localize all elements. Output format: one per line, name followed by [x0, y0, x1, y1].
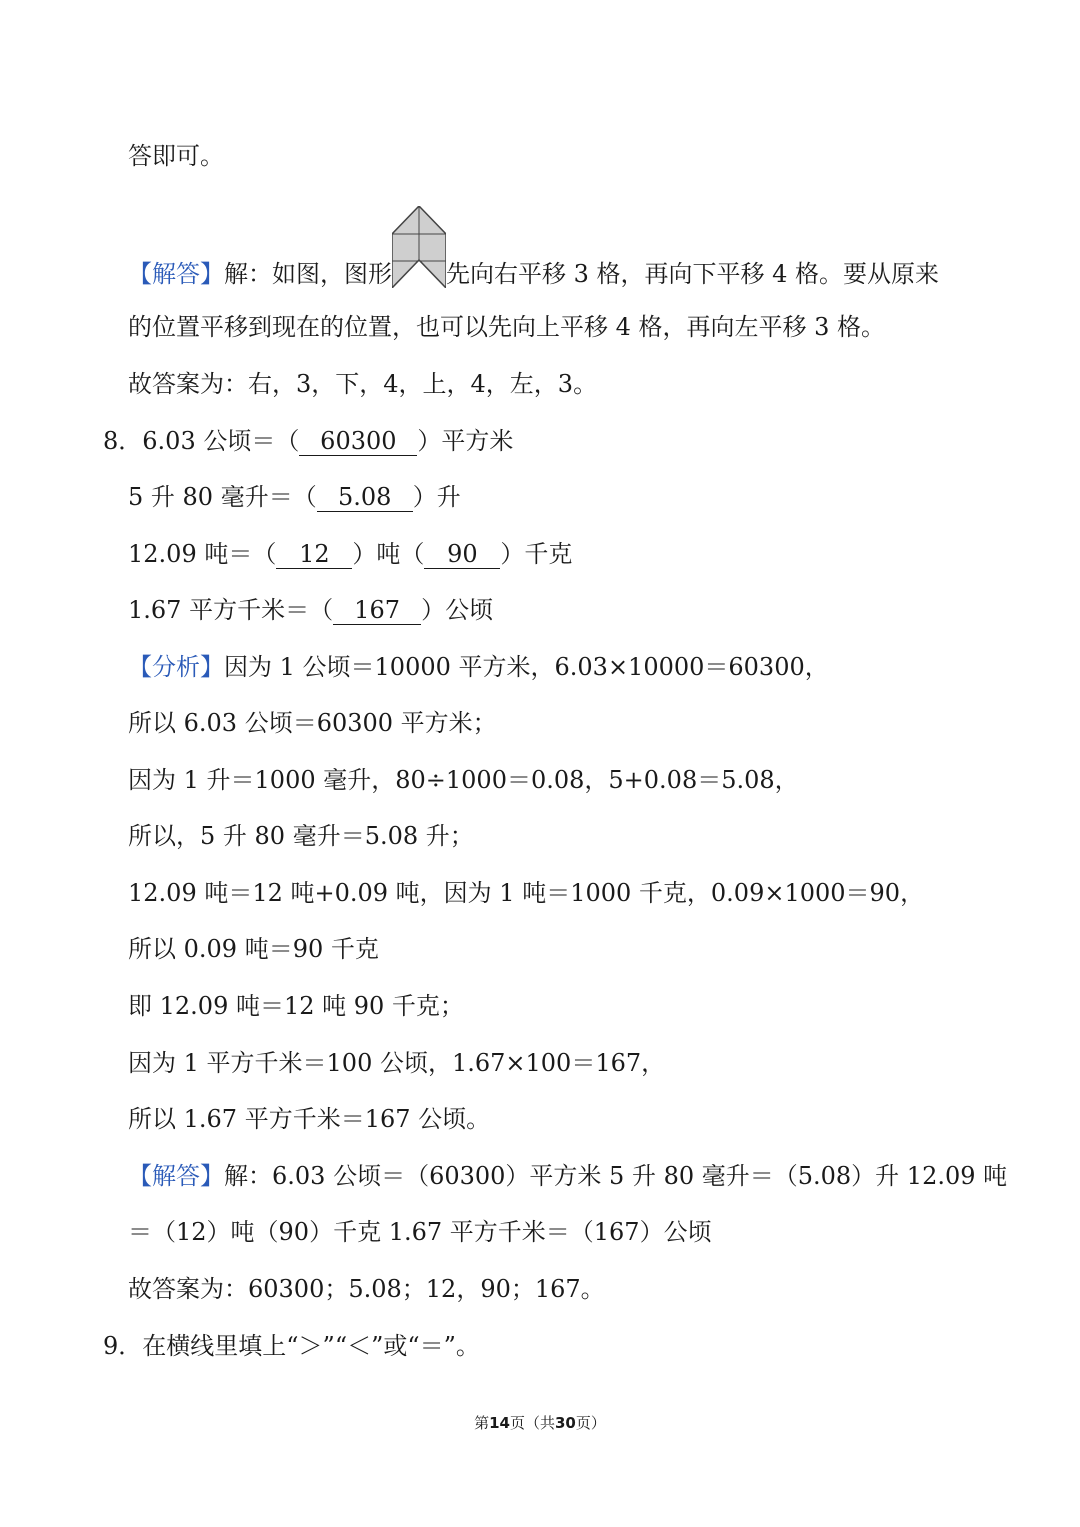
answer-blank: 167: [333, 596, 421, 625]
answer-tag: 【解答】: [128, 1162, 224, 1190]
analysis-tag: 【分析】: [128, 653, 224, 681]
answer-line-2: ＝（12）吨（90）千克 1.67 平方千米＝（167）公顷: [128, 1218, 712, 1246]
question-8-line-1: 8．6.03 公顷＝（ 60300 ）平方米: [103, 427, 514, 455]
answer-tag: 【解答】: [128, 260, 224, 288]
previous-answer-line-2: 的位置平移到现在的位置，也可以先向上平移 4 格，再向左平移 3 格。: [128, 313, 886, 341]
analysis-line: 所以 6.03 公顷＝60300 平方米；: [128, 709, 497, 737]
page-number: 14: [489, 1414, 510, 1432]
page-footer: 第14页（共30页）: [474, 1414, 606, 1432]
answer-blank: 90: [424, 540, 500, 569]
analysis-line: 所以 0.09 吨＝90 千克: [128, 935, 379, 963]
question-8-line-4: 1.67 平方千米＝（ 167 ）公顷: [128, 596, 494, 624]
answer-blank: 60300: [299, 427, 417, 456]
answer-line: 【解答】解：6.03 公顷＝（60300）平方米 5 升 80 毫升＝（5.08）升 12.09 吨: [128, 1162, 1008, 1190]
answer-blank: 5.08: [317, 483, 413, 512]
answer-blank: 12: [276, 540, 352, 569]
analysis-line: 12.09 吨＝12 吨+0.09 吨，因为 1 吨＝1000 千克，0.09×1000＝90，: [128, 879, 925, 907]
previous-answer-line: 【解答】解：如图，图形 先向右平移 3 格，再向下平移 4 格。要从原来: [128, 254, 939, 291]
question-8-line-3: 12.09 吨＝（ 12 ）吨（ 90 ）千克: [128, 540, 573, 568]
question-9: 9．在横线里填上“＞”“＜”或“＝”。: [103, 1332, 480, 1360]
arrow-shape-figure: [392, 254, 446, 288]
conclusion-line: 故答案为：60300；5.08；12，90；167。: [128, 1275, 605, 1303]
analysis-line: 因为 1 升＝1000 毫升，80÷1000＝0.08，5+0.08＝5.08，: [128, 766, 799, 794]
previous-answer-tail: 答即可。: [128, 142, 224, 170]
analysis-line: 因为 1 平方千米＝100 公顷，1.67×100＝167，: [128, 1049, 666, 1077]
analysis-line: 即 12.09 吨＝12 吨 90 千克；: [128, 992, 464, 1020]
analysis-line: 所以，5 升 80 毫升＝5.08 升；: [128, 822, 474, 850]
analysis-line: 所以 1.67 平方千米＝167 公顷。: [128, 1105, 491, 1133]
question-8-line-2: 5 升 80 毫升＝（ 5.08 ）升: [128, 483, 461, 511]
previous-conclusion: 故答案为：右，3，下，4，上，4，左，3。: [128, 370, 598, 398]
analysis-line: 【分析】因为 1 公顷＝10000 平方米，6.03×10000＝60300，: [128, 653, 829, 681]
page-total: 30: [555, 1414, 576, 1432]
